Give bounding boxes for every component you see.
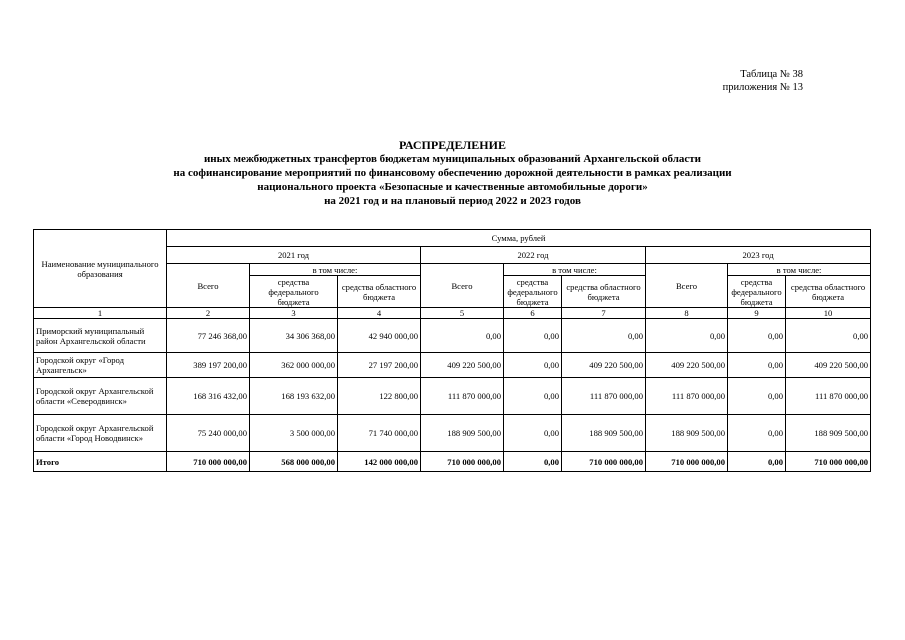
heading-line-3: национального проекта «Безопасные и качественные автомобильные дороги» <box>257 181 648 193</box>
total-row <box>34 452 871 472</box>
value-cell: 111 870 000,00 <box>421 378 504 415</box>
value-cell: 77 246 368,00 <box>167 319 250 353</box>
value-cell: 362 000 000,00 <box>250 353 338 378</box>
year-header-2021: 2021 год <box>167 247 421 264</box>
table-number: Таблица № 38 <box>740 69 803 80</box>
value-cell: 0,00 <box>421 319 504 353</box>
value-cell: 0,00 <box>504 378 562 415</box>
column-number: 8 <box>646 308 728 319</box>
column-number: 4 <box>338 308 421 319</box>
federal-header-2022: средства федерального бюджета <box>504 276 562 308</box>
column-number: 2 <box>167 308 250 319</box>
heading-line-1: иных межбюджетных трансфертов бюджетам муниципальных образований Архангельской области <box>203 153 702 165</box>
document-heading <box>0 138 905 208</box>
table-row <box>34 415 871 452</box>
regional-header-2023: средства областного бюджета <box>786 276 871 308</box>
year-header-2022: 2022 год <box>421 247 646 264</box>
value-cell: 188 909 500,00 <box>562 415 646 452</box>
value-cell: 188 909 500,00 <box>421 415 504 452</box>
value-cell: 409 220 500,00 <box>421 353 504 378</box>
total-value-cell: 710 000 000,00 <box>562 452 646 472</box>
value-cell: 122 800,00 <box>338 378 421 415</box>
column-number: 9 <box>728 308 786 319</box>
value-cell: 0,00 <box>786 319 871 353</box>
total-value-cell: 142 000 000,00 <box>338 452 421 472</box>
value-cell: 409 220 500,00 <box>646 353 728 378</box>
value-cell: 188 909 500,00 <box>786 415 871 452</box>
value-cell: 168 316 432,00 <box>167 378 250 415</box>
value-cell: 42 940 000,00 <box>338 319 421 353</box>
including-header-2023: в том числе: <box>728 264 871 276</box>
value-cell: 3 500 000,00 <box>250 415 338 452</box>
value-cell: 389 197 200,00 <box>167 353 250 378</box>
value-cell: 0,00 <box>728 378 786 415</box>
table-row <box>34 319 871 353</box>
total-header-2021: Всего <box>167 264 250 308</box>
column-number: 6 <box>504 308 562 319</box>
heading-line-2: на софинансирование мероприятий по финансовому обеспечению дорожной деятельности в рамках реализации <box>173 167 732 179</box>
heading-line-4: на 2021 год и на плановый период 2022 и 2023 годов <box>324 195 581 207</box>
value-cell: 34 306 368,00 <box>250 319 338 353</box>
total-value-cell: 0,00 <box>728 452 786 472</box>
value-cell: 0,00 <box>728 415 786 452</box>
value-cell: 111 870 000,00 <box>562 378 646 415</box>
table-number-note <box>723 68 803 94</box>
federal-header-2021: средства федерального бюджета <box>250 276 338 308</box>
municipality-name: Городской округ «Город Архангельск» <box>34 353 167 378</box>
value-cell: 0,00 <box>562 319 646 353</box>
municipality-name: Городской округ Архангельской области «Северодвинск» <box>34 378 167 415</box>
including-header-2022: в том числе: <box>504 264 646 276</box>
value-cell: 0,00 <box>728 319 786 353</box>
municipality-name: Городской округ Архангельской области «Город Новодвинск» <box>34 415 167 452</box>
value-cell: 168 193 632,00 <box>250 378 338 415</box>
municipality-name: Приморский муниципальный район Архангельской области <box>34 319 167 353</box>
column-number: 3 <box>250 308 338 319</box>
regional-header-2021: средства областного бюджета <box>338 276 421 308</box>
total-value-cell: 568 000 000,00 <box>250 452 338 472</box>
regional-header-2022: средства областного бюджета <box>562 276 646 308</box>
total-value-cell: 0,00 <box>504 452 562 472</box>
including-header-2021: в том числе: <box>250 264 421 276</box>
column-number-row <box>34 308 871 319</box>
value-cell: 27 197 200,00 <box>338 353 421 378</box>
federal-header-2023: средства федерального бюджета <box>728 276 786 308</box>
total-value-cell: 710 000 000,00 <box>786 452 871 472</box>
value-cell: 0,00 <box>504 353 562 378</box>
table-row <box>34 378 871 415</box>
sum-header: Сумма, рублей <box>167 230 871 247</box>
value-cell: 71 740 000,00 <box>338 415 421 452</box>
column-number: 1 <box>34 308 167 319</box>
value-cell: 188 909 500,00 <box>646 415 728 452</box>
value-cell: 0,00 <box>728 353 786 378</box>
value-cell: 0,00 <box>646 319 728 353</box>
value-cell: 409 220 500,00 <box>786 353 871 378</box>
name-column-header: Наименование муниципального образования <box>34 230 167 308</box>
column-number: 5 <box>421 308 504 319</box>
value-cell: 111 870 000,00 <box>786 378 871 415</box>
value-cell: 409 220 500,00 <box>562 353 646 378</box>
value-cell: 75 240 000,00 <box>167 415 250 452</box>
total-header-2022: Всего <box>421 264 504 308</box>
total-value-cell: 710 000 000,00 <box>646 452 728 472</box>
value-cell: 0,00 <box>504 415 562 452</box>
total-header-2023: Всего <box>646 264 728 308</box>
distribution-table <box>33 229 871 472</box>
column-number: 7 <box>562 308 646 319</box>
document-title: РАСПРЕДЕЛЕНИЕ <box>399 138 506 152</box>
appendix-number: приложения № 13 <box>722 82 803 93</box>
column-number: 10 <box>786 308 871 319</box>
value-cell: 111 870 000,00 <box>646 378 728 415</box>
total-label: Итого <box>34 452 167 472</box>
year-header-2023: 2023 год <box>646 247 871 264</box>
total-value-cell: 710 000 000,00 <box>421 452 504 472</box>
total-value-cell: 710 000 000,00 <box>167 452 250 472</box>
table-row <box>34 353 871 378</box>
value-cell: 0,00 <box>504 319 562 353</box>
